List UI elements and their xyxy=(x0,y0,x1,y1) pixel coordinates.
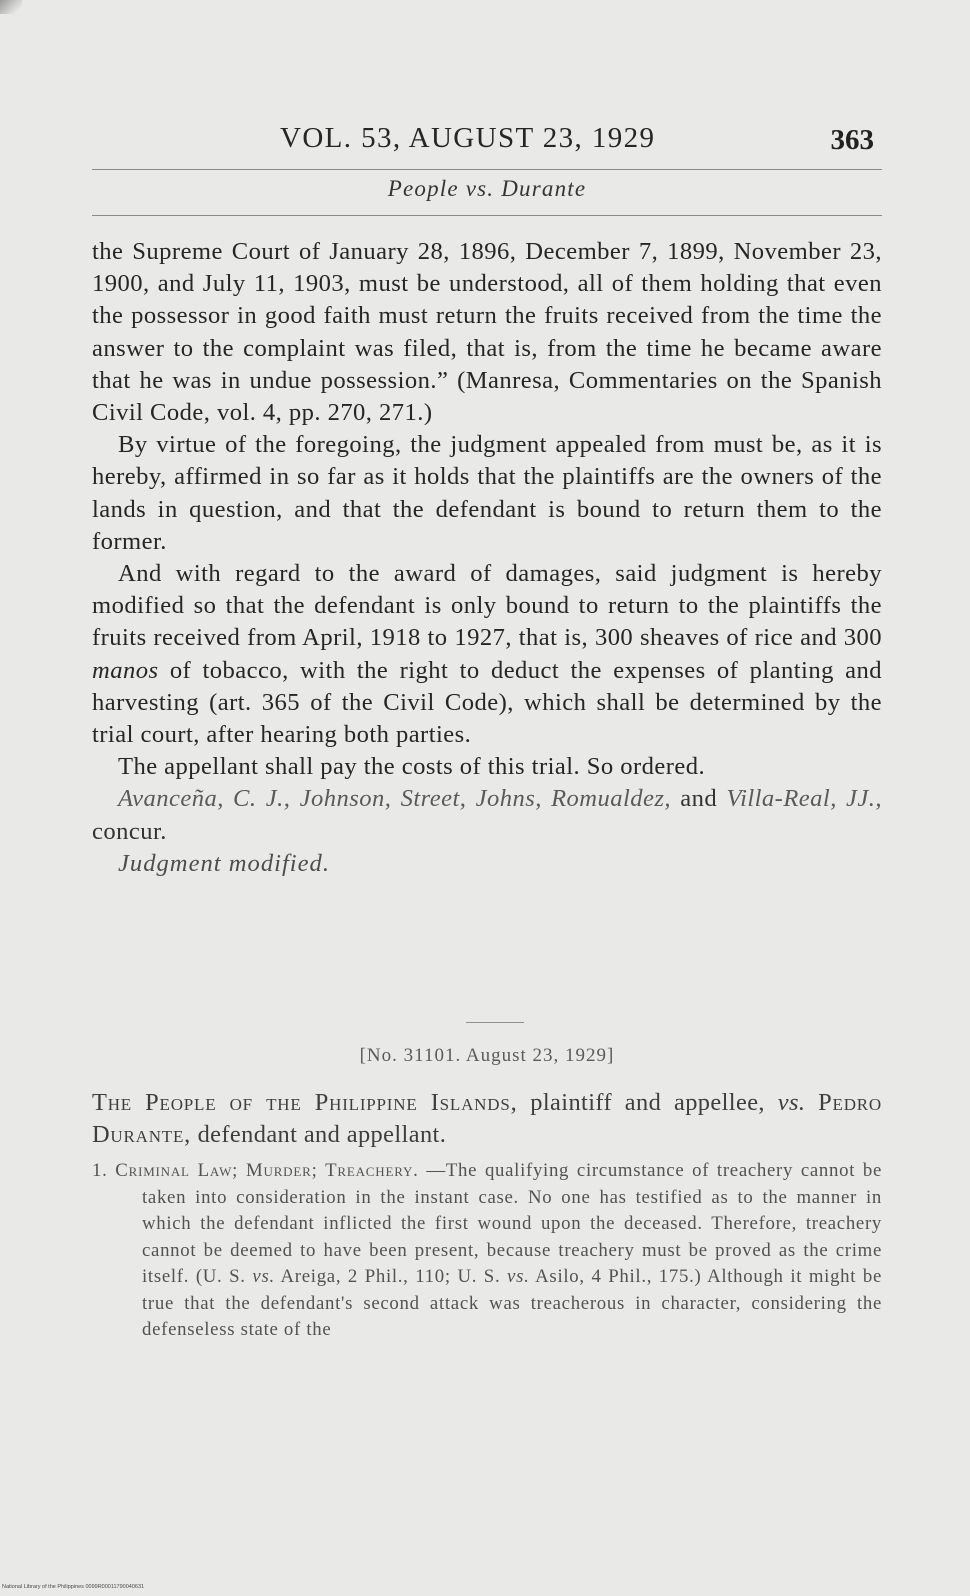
case-title-suffix: Durante xyxy=(501,176,587,201)
caption-party-2: Pedro Durante, xyxy=(92,1089,882,1148)
footer-note: National Library of the Philippines 0099R00011790040631 xyxy=(2,1584,145,1590)
syllabus-heading: Criminal Law; Murder; Treachery. xyxy=(115,1160,419,1181)
header-rule-bottom xyxy=(92,215,882,216)
caption-party-1: The People of the Philippine Islands, xyxy=(92,1089,518,1116)
running-head xyxy=(92,118,882,168)
syllabus-vs-2: vs. xyxy=(507,1266,530,1287)
syllabus-item-1 xyxy=(92,1158,882,1344)
page-number: 363 xyxy=(830,124,874,156)
next-case-caption xyxy=(92,1087,882,1151)
syllabus-text-start: —The qualifying circumstance of treachery cannot be taken into consideration in the instant case. No one has testified as to the manner in which the defendant inflicted the first wound upon the deceased. Therefore, treachery cannot be deemed to have been present, because treachery must be proved as the crime itself. (U. S. xyxy=(142,1160,882,1287)
case-running-title xyxy=(92,176,882,202)
syllabus xyxy=(92,1158,882,1344)
body-paragraph-1: the Supreme Court of January 28, 1896, December 7, 1899, November 23, 1900, and July 11, 1903, must be understood, all of them holding that even the possessor in good faith must return the fruits received from the time the answer to the complaint was filed, that is, from the time he became aware that he was in undue possession.” (Manresa, Commentaries on the Spanish Civil Code, vol. 4, pp. 270, 271.) xyxy=(92,238,882,427)
body-paragraph-2: By virtue of the foregoing, the judgment appealed from must be, as it is hereby, affirmed in so far as it holds that the plaintiffs are the owners of the lands in question, and that the defendant is bound to return them to the former. xyxy=(92,431,882,555)
concurrence-line xyxy=(92,783,882,847)
caption-vs: vs. xyxy=(777,1089,806,1116)
volume-line: VOL. 53, AUGUST 23, 1929 xyxy=(280,122,656,154)
paragraph-3-start: And with regard to the award of damages, said judgment is hereby modified so that the defendant is only bound to return to the plaintiffs the fruits received from April, 1918 to 1927, that is, 300 sheaves of rice and 300 xyxy=(92,560,882,652)
body-paragraph-3 xyxy=(92,558,882,751)
concurring-justices-2: Villa-Real, JJ., xyxy=(726,785,882,813)
paragraph-3-italic-term: manos xyxy=(92,656,159,684)
body-paragraph-4: The appellant shall pay the costs of this trial. So ordered. xyxy=(118,753,706,781)
concurrence-word: concur. xyxy=(92,817,167,845)
syllabus-item-number: 1. xyxy=(92,1160,108,1181)
next-case-number: [No. 31101. August 23, 1929] xyxy=(359,1045,615,1066)
concurring-justices-1: Avanceña, C. J., Johnson, Street, Johns, Romualdez, xyxy=(118,785,672,813)
paragraph-3-end: of tobacco, with the right to deduct the expenses of planting and harvesting (art. 365 of the Civil Code), which shall be determined by the trial court, after hearing both parties. xyxy=(92,656,882,749)
concurrence-and: and xyxy=(680,785,718,813)
section-divider xyxy=(466,1022,524,1023)
syllabus-text-middle: Areiga, 2 Phil., 110; U. S. xyxy=(280,1266,501,1287)
header-rule-top xyxy=(92,169,882,170)
opinion-body xyxy=(92,236,882,880)
caption-role-2: defendant and appellant. xyxy=(197,1121,447,1148)
scan-corner-shadow xyxy=(0,0,22,14)
caption-role-1: plaintiff and appellee, xyxy=(530,1089,765,1116)
case-title-prefix: People xyxy=(387,176,459,201)
syllabus-vs-1: vs. xyxy=(252,1266,275,1287)
case-title-vs: vs. xyxy=(465,176,495,201)
syllabus-text-end: Asilo, 4 Phil., 175.) Although it might be true that the defendant's second attack was treacherous in character, considering the defenseless state of the xyxy=(142,1266,883,1340)
judgment-line: Judgment modified. xyxy=(118,849,330,877)
